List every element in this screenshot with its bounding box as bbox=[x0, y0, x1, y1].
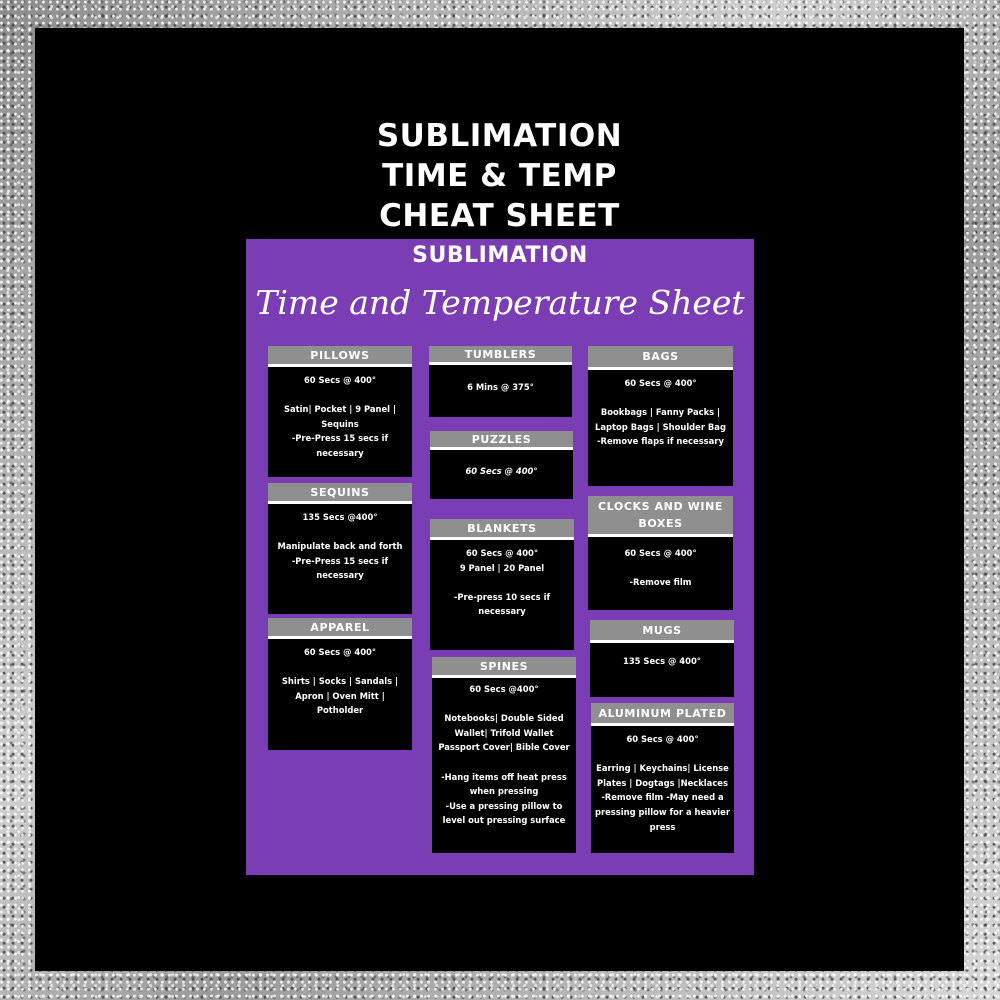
card-body: 60 Secs @ 400° Earring | Keychains| License Plates | Dogtags |Necklaces -Remove film -May need a pressing pillow for a heavier press bbox=[591, 726, 734, 853]
card-heading: BAGS bbox=[588, 346, 733, 370]
card-puzzles bbox=[430, 431, 573, 499]
card-heading: APPAREL bbox=[268, 618, 412, 639]
card-apparel bbox=[268, 618, 412, 750]
card-heading: SPINES bbox=[432, 657, 576, 678]
black-frame bbox=[35, 28, 964, 971]
card-body: 60 Secs @ 400° bbox=[430, 450, 573, 499]
card-body: 60 Secs @ 400° -Remove film bbox=[588, 537, 733, 610]
card-pillows bbox=[268, 346, 412, 477]
card-mugs bbox=[590, 620, 734, 697]
card-spines bbox=[432, 657, 576, 853]
card-bags bbox=[588, 346, 733, 486]
card-body: 60 Secs @ 400° 9 Panel | 20 Panel -Pre-press 10 secs if necessary bbox=[430, 540, 574, 650]
card-body: 6 Mins @ 375° bbox=[429, 365, 572, 417]
card-heading: MUGS bbox=[590, 620, 734, 643]
card-heading: BLANKETS bbox=[430, 519, 574, 540]
card-clocks-and-wine-boxes bbox=[588, 496, 733, 610]
card-heading: ALUMINUM PLATED bbox=[591, 703, 734, 726]
card-heading: SEQUINS bbox=[268, 483, 412, 504]
card-body: 60 Secs @400° Notebooks| Double Sided Wallet| Trifold Wallet Passport Cover| Bible Cover -Hang items off heat press when pressing -Use a pressing pillow to level out pressing surface bbox=[432, 678, 576, 853]
card-tumblers bbox=[429, 346, 572, 417]
card-body: 60 Secs @ 400° Shirts | Socks | Sandals | Apron | Oven Mitt | Potholder bbox=[268, 639, 412, 750]
card-heading: PILLOWS bbox=[268, 346, 412, 367]
card-heading: CLOCKS AND WINE BOXES bbox=[588, 496, 733, 537]
card-blankets bbox=[430, 519, 574, 650]
sheet-subtitle: Time and Temperature Sheet bbox=[255, 283, 745, 322]
card-sequins bbox=[268, 483, 412, 614]
card-heading: TUMBLERS bbox=[429, 346, 572, 365]
card-body: 135 Secs @ 400° bbox=[590, 643, 734, 697]
card-body: 135 Secs @400° Manipulate back and forth -Pre-Press 15 secs if necessary bbox=[268, 504, 412, 614]
card-aluminum-plated bbox=[591, 703, 734, 853]
card-body: 60 Secs @ 400° Satin| Pocket | 9 Panel | Sequins -Pre-Press 15 secs if necessary bbox=[268, 367, 412, 477]
page-title: SUBLIMATION TIME & TEMP CHEAT SHEET bbox=[376, 118, 623, 234]
sheet-title: SUBLIMATION bbox=[412, 243, 588, 268]
cheat-sheet-panel bbox=[246, 239, 754, 875]
card-body: 60 Secs @ 400° Bookbags | Fanny Packs | Laptop Bags | Shoulder Bag -Remove flaps if necessary bbox=[588, 370, 733, 486]
card-heading: PUZZLES bbox=[430, 431, 573, 450]
